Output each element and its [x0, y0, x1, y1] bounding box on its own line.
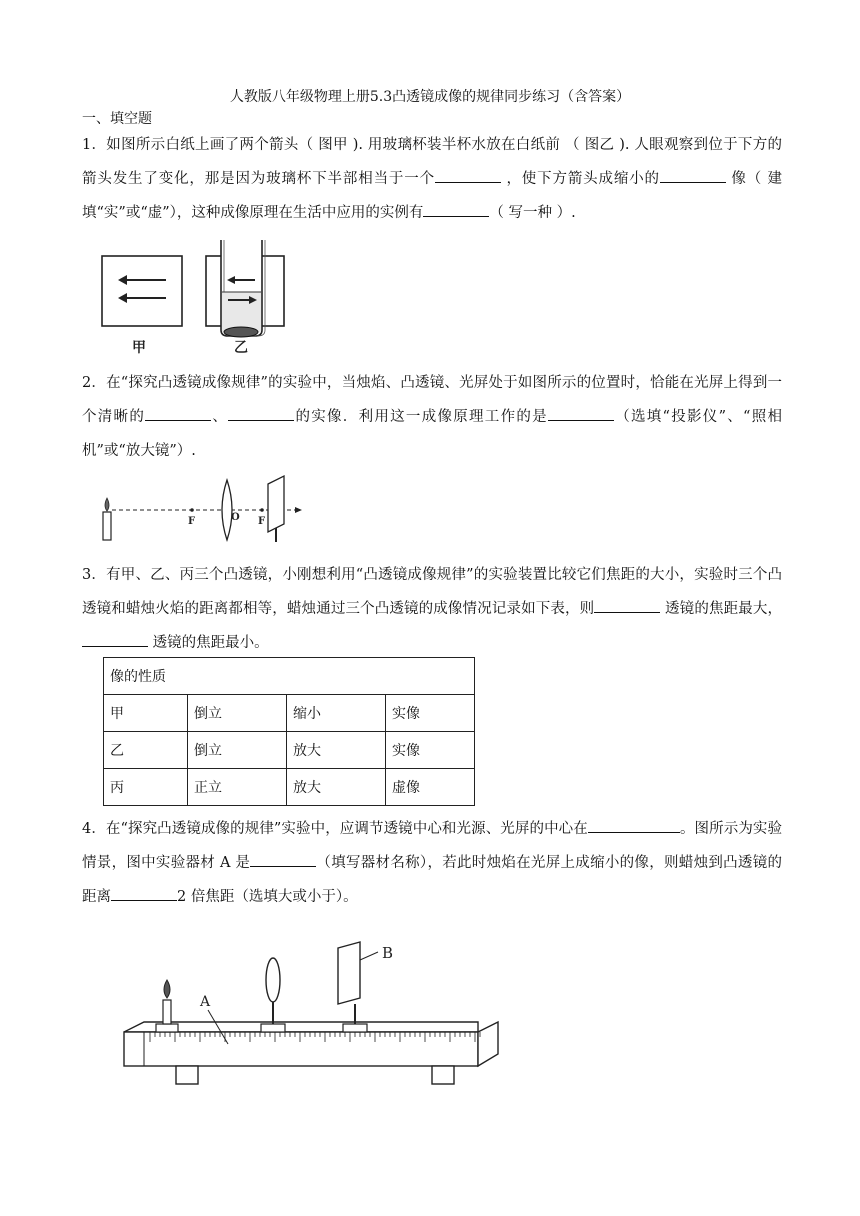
q4-blank-3[interactable] [111, 886, 177, 901]
section-heading: 一、填空题 [82, 111, 152, 127]
table-header-row [104, 658, 475, 695]
q2-text-3: 的实像．利用这一成像原理工作的是 [294, 409, 548, 425]
q3-blank-1[interactable] [594, 598, 660, 613]
question-2 [82, 366, 782, 468]
table-cell: 虚像 [386, 769, 475, 806]
light-screen-icon [268, 476, 284, 542]
table-cell: 丙 [104, 769, 188, 806]
fig-label-jia: 甲 [132, 340, 146, 356]
question-4 [82, 812, 782, 914]
white-paper-jia [102, 256, 182, 326]
q1-blank-1[interactable] [435, 168, 501, 183]
q3-blank-2[interactable] [82, 632, 148, 647]
q2-text-4: （选填“投影仪”、“照相机”或“放大镜”）. [82, 409, 783, 459]
q1-text-3: 像（ 建填“实”或“虚”），这种成像原理在生活中应用的实例有 [82, 171, 783, 221]
q1-text-1: 1．如图所示白纸上画了两个箭头（ 图甲 ). 用玻璃杯装半杯水放在白纸前 （ 图乙 ). 人眼观察到位于下方的箭头发生了变化，那是因为玻璃杯下半部相当于一个 [82, 137, 782, 187]
q3-text-1: 3．有甲、乙、丙三个凸透镜，小刚想利用“凸透镜成像规律”的实验装置比较它们焦距的大小，实验时三个凸透镜和蜡烛火焰的距离都相等，蜡烛通过三个凸透镜的成像情况记录如下表，则 [82, 567, 782, 617]
table-cell: 正立 [188, 769, 287, 806]
candle-icon [156, 980, 178, 1032]
q3-text-3: 透镜的焦距最小。 [148, 635, 269, 651]
glass-cup-icon [221, 240, 265, 337]
q2-optical-bench-figure [100, 474, 310, 544]
table-cell: 甲 [104, 695, 188, 732]
table-cell: 放大 [287, 769, 386, 806]
q4-text-2: 。图所示为实验情景，图中实验器材 A 是 [82, 821, 782, 871]
label-b-leader [360, 952, 378, 960]
q2-blank-3[interactable] [548, 406, 614, 421]
q4-blank-1[interactable] [588, 818, 680, 833]
q1-text-2: ，使下方箭头成缩小的 [500, 171, 660, 187]
table-cell: 倒立 [188, 695, 287, 732]
left-arrow-icon [118, 293, 166, 303]
q1-blank-2[interactable] [660, 168, 726, 183]
question-1 [82, 128, 782, 230]
candle-icon [103, 498, 111, 540]
q4-text-4: 2 倍焦距（选填大或小于）。 [177, 889, 358, 905]
focus-point-right [260, 508, 264, 512]
image-properties-table [103, 657, 475, 806]
page-title: 人教版八年级物理上册5.3凸透镜成像的规律同步练习（含答案） [229, 89, 631, 105]
fig-label-yi: 乙 [234, 340, 248, 356]
q1-arrows-figure [100, 236, 285, 356]
focus-label-left: F [188, 516, 196, 527]
label-a: A [200, 994, 211, 1010]
question-3 [82, 558, 782, 660]
focus-point-left [190, 508, 194, 512]
table-row [104, 769, 475, 806]
convex-lens-icon [222, 480, 232, 540]
q2-blank-1[interactable] [145, 406, 211, 421]
convex-lens-icon [261, 958, 285, 1032]
table-cell: 实像 [386, 732, 475, 769]
table-row [104, 695, 475, 732]
table-row [104, 732, 475, 769]
table-cell: 实像 [386, 695, 475, 732]
focus-label-right: F [258, 516, 266, 527]
q1-blank-3[interactable] [423, 202, 489, 217]
q4-blank-2[interactable] [250, 852, 316, 867]
left-arrow-icon [118, 275, 166, 285]
table-cell: 放大 [287, 732, 386, 769]
q3-text-2: 透镜的焦距最大， [660, 601, 783, 617]
table-cell: 乙 [104, 732, 188, 769]
q4-optical-bench-figure [120, 940, 500, 1110]
optical-bench-rail [124, 1022, 498, 1084]
q2-blank-2[interactable] [228, 406, 294, 421]
table-header-cell: 像的性质 [104, 658, 475, 695]
table-cell: 缩小 [287, 695, 386, 732]
label-b: B [382, 944, 394, 962]
q2-text-2: 、 [211, 409, 229, 425]
q1-text-4: （ 写一种 ）. [489, 205, 576, 221]
optical-center-label: O [231, 512, 240, 523]
light-screen-icon [338, 942, 367, 1032]
table-cell: 倒立 [188, 732, 287, 769]
q4-text-3: （填写器材名称），若此时烛焰在光屏上成缩小的像，则蜡烛到凸透镜的距离 [82, 855, 782, 905]
q4-text-1: 4．在“探究凸透镜成像的规律”实验中，应调节透镜中心和光源、光屏的中心在 [82, 821, 588, 837]
axis-arrow-icon [295, 507, 302, 513]
q2-text-1: 2．在“探究凸透镜成像规律”的实验中，当烛焰、凸透镜、光屏处于如图所示的位置时，恰能在光屏上得到一个清晰的 [82, 375, 782, 425]
